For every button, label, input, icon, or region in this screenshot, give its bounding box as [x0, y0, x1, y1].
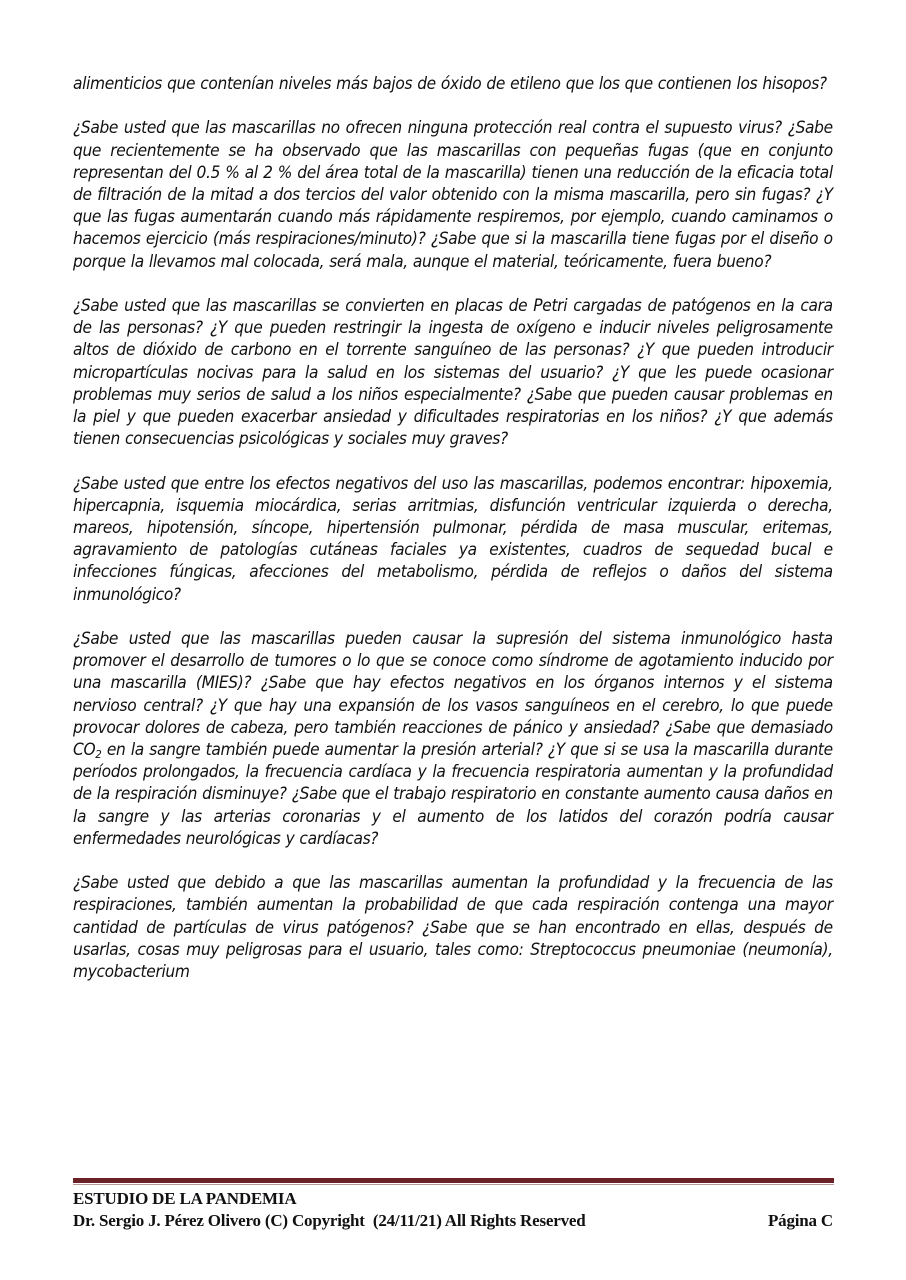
paragraph-5-text-before: ¿Sabe usted que las mascarillas pueden causar la supresión del sistema inmunológico hasta promover el desarrollo de tumores o lo que se conoce como síndrome de agotamiento inducido por una mascarilla (MIES)? ¿Sabe que hay efectos negativos en los órganos internos y el sistema nervioso central? ¿Y que hay una expansión de los vasos sanguíneos en el cerebro, lo que puede provocar dolores de cabeza, pero también reacciones de pánico y ansiedad? ¿Sabe que demasiado CO	[73, 629, 833, 760]
footer-divider	[73, 1178, 834, 1185]
paragraph-2: ¿Sabe usted que las mascarillas no ofrecen ninguna protección real contra el supuesto virus? ¿Sabe que recientemente se ha observado que las mascarillas con pequeñas fugas (que en conjunto representan del 0.5 % al 2 % del área total de la mascarilla) tienen una reducción de la eficacia total de filtración de la mitad a dos tercios del valor obtenido con la misma mascarilla, pero sin fugas? ¿Y que las fugas aumentarán cuando más rápidamente respiremos, por ejemplo, cuando caminamos o hacemos ejercicio (más respiraciones/minuto)? ¿Sabe que si la mascarilla tiene fugas por el diseño o porque la llevamos mal colocada, será mala, aunque el material, teóricamente, fuera bueno?	[73, 118, 833, 271]
footer-title: ESTUDIO DE LA PANDEMIA	[73, 1189, 297, 1208]
paragraph-5-text-after: en la sangre también puede aumentar la presión arterial? ¿Y que si se usa la mascarilla durante períodos prolongados, la frecuencia cardíaca y la frecuencia respiratoria aumentan y la profundidad de la respiración disminuye? ¿Sabe que el trabajo respiratorio en constante aumento causa daños en la sangre y las arterias coronarias y el aumento de los latidos del corazón podría causar enfermedades neurológicas y cardíacas?	[73, 740, 833, 848]
paragraph-6: ¿Sabe usted que debido a que las mascarillas aumentan la profundidad y la frecuencia de las respiraciones, también aumentan la probabilidad de que cada respiración contenga una mayor cantidad de partículas de virus patógenos? ¿Sabe que se han encontrado en ellas, después de usarlas, cosas muy peligrosas para el usuario, tales como: Streptococcus pneumoniae (neumonía), mycobacterium	[73, 873, 833, 982]
paragraph-4: ¿Sabe usted que entre los efectos negativos del uso las mascarillas, podemos encontrar: hipoxemia, hipercapnia, isquemia miocárdica, serias arritmias, disfunción ventricular izquierda o derecha, mareos, hipotensión, síncope, hipertensión pulmonar, pérdida de masa muscular, eritemas, agravamiento de patologías cutáneas faciales ya existentes, cuadros de sequedad bucal e infecciones fúngicas, afecciones del metabolismo, pérdida de reflejos o daños del sistema inmunológico?	[73, 473, 833, 604]
paragraph-5	[73, 628, 833, 850]
page-footer	[73, 1188, 833, 1232]
footer-rule-thin	[73, 1184, 834, 1185]
footer-page-label: Página C	[768, 1211, 833, 1230]
paragraph-3: ¿Sabe usted que las mascarillas se convierten en placas de Petri cargadas de patógenos en la cara de las personas? ¿Y que pueden restringir la ingesta de oxígeno e inducir niveles peligrosamente altos de dióxido de carbono en el torrente sanguíneo de las personas? ¿Y que pueden introducir micropartículas nocivas para la salud en los sistemas del usuario? ¿Y que les puede ocasionar problemas muy serios de salud a los niños especialmente? ¿Sabe que pueden causar problemas en la piel y que pueden exacerbar ansiedad y dificultades respiratorias en los niños? ¿Y que además tienen consecuencias psicológicas y sociales muy graves?	[73, 296, 833, 449]
footer-line	[73, 1210, 833, 1232]
document-body	[73, 73, 833, 983]
co2-subscript: 2	[95, 748, 102, 762]
footer-copyright: Dr. Sergio J. Pérez Olivero (C) Copyright (24/11/21) All Rights Reserved	[73, 1211, 586, 1230]
paragraph-1: alimenticios que contenían niveles más bajos de óxido de etileno que los que contienen los hisopos?	[73, 74, 827, 93]
